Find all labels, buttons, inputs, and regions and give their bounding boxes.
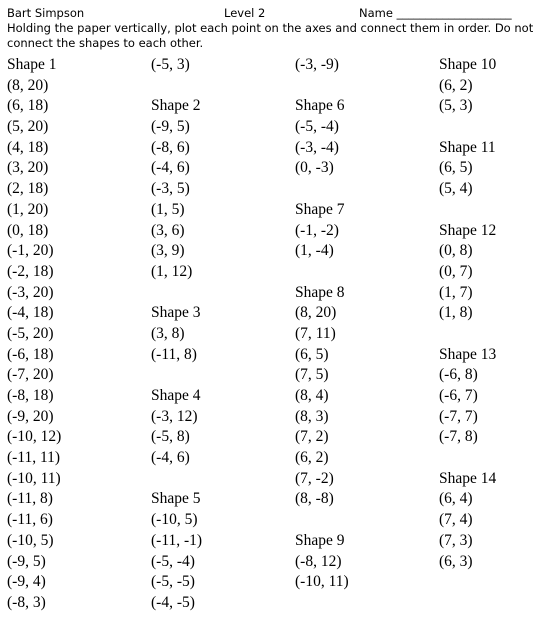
point-entry: (-8, 3): [7, 593, 46, 611]
column-2: [151, 55, 202, 614]
point-entry: (-5, -4): [151, 552, 195, 570]
point-entry: (-6, 8): [439, 366, 478, 384]
point-entry: (-6, 7): [439, 387, 478, 404]
point-entry: (7, -2): [295, 469, 334, 487]
point-entry: (5, 3): [439, 97, 473, 115]
shape-heading: Shape 6: [295, 97, 345, 115]
point-entry: (-3, 12): [151, 407, 198, 425]
spacer: [439, 448, 496, 469]
shape-heading: Shape 1: [7, 56, 57, 73]
spacer: [295, 510, 349, 531]
point-entry: (3, 9): [151, 242, 185, 260]
point-entry: (7, 2): [295, 428, 329, 446]
point-entry: (-9, 5): [7, 552, 46, 570]
point-entry: (-1, -2): [295, 221, 339, 239]
point-entry: (-6, 18): [7, 345, 54, 363]
column-1: [7, 55, 61, 614]
point-entry: (-10, 5): [7, 531, 54, 549]
point-entry: (5, 20): [7, 118, 49, 136]
point-entry: (1, 8): [439, 304, 473, 322]
point-entry: (-8, 6): [151, 138, 190, 156]
point-entry: (-3, 20): [7, 283, 54, 301]
point-entry: (8, 4): [295, 387, 329, 404]
point-entry: (1, 5): [151, 200, 185, 218]
shape-heading: Shape 3: [151, 304, 201, 322]
point-entry: (7, 11): [295, 324, 336, 342]
point-entry: (7, 4): [439, 511, 473, 529]
point-entry: (-11, 8): [7, 490, 53, 508]
point-entry: (-10, 12): [7, 428, 62, 446]
point-entry: (2, 18): [7, 180, 49, 198]
shape-heading: Shape 14: [439, 469, 497, 487]
point-entry: (-11, -1): [151, 531, 203, 549]
point-entry: (-1, 20): [7, 242, 54, 260]
spacer: [439, 200, 496, 221]
point-entry: (-5, -5): [151, 573, 195, 591]
point-entry: (-9, 20): [7, 407, 54, 425]
point-entry: (-5, 8): [151, 428, 190, 446]
point-entry: (-11, 8): [151, 345, 197, 363]
spacer: [151, 76, 202, 97]
point-entry: (1, -4): [295, 242, 334, 260]
spacer: [151, 469, 202, 490]
point-entry: (5, 4): [439, 180, 473, 198]
point-entry: (-5, -4): [295, 118, 339, 136]
spacer: [151, 283, 202, 304]
point-entry: (0, -3): [295, 159, 334, 177]
point-entry: (-3, -4): [295, 138, 339, 156]
spacer: [295, 262, 349, 283]
shape-heading: Shape 7: [295, 200, 345, 218]
point-entry: (-7, 8): [439, 428, 478, 446]
point-entry: (-4, 6): [151, 449, 190, 467]
point-entry: (8, 20): [295, 304, 337, 322]
point-entry: (-7, 7): [439, 407, 478, 425]
point-entry: (-5, 3): [151, 56, 190, 73]
spacer: [439, 117, 496, 138]
point-entry: (8, -8): [295, 490, 334, 508]
spacer: [151, 365, 202, 386]
column-3: [295, 55, 349, 593]
point-entry: (-2, 18): [7, 262, 54, 280]
point-entry: (6, 5): [439, 159, 473, 177]
column-4: [439, 55, 496, 572]
point-entry: (-10, 11): [295, 573, 349, 591]
shape-heading: Shape 5: [151, 490, 201, 508]
shape-heading: Shape 12: [439, 221, 497, 239]
point-entry: (8, 20): [7, 76, 49, 94]
point-entry: (-11, 6): [7, 511, 53, 529]
spacer: [439, 324, 496, 345]
point-entry: (-10, 11): [7, 469, 61, 487]
point-entry: (3, 6): [151, 221, 185, 239]
point-entry: (6, 2): [295, 449, 329, 467]
point-entry: (1, 7): [439, 283, 473, 301]
point-entry: (8, 3): [295, 407, 329, 425]
point-entry: (-8, 18): [7, 387, 54, 404]
point-entry: (-10, 5): [151, 511, 198, 529]
point-entry: (-9, 4): [7, 573, 46, 591]
point-entry: (-3, -9): [295, 56, 339, 73]
point-entry: (4, 18): [7, 138, 49, 156]
point-entry: (-8, 12): [295, 552, 342, 570]
name-field-label: Name ____________________: [359, 6, 512, 20]
point-entry: (-4, 6): [151, 159, 190, 177]
point-entry: (1, 20): [7, 200, 49, 218]
instructions: Holding the paper vertically, plot each point on the axes and connect them in order. Do not connect the shapes to each other.: [7, 21, 534, 50]
point-entry: (1, 12): [151, 262, 193, 280]
student-name: Bart Simpson: [7, 6, 85, 20]
shape-heading: Shape 4: [151, 387, 201, 404]
point-entry: (6, 18): [7, 97, 49, 115]
point-entry: (-7, 20): [7, 366, 54, 384]
shape-heading: Shape 9: [295, 531, 345, 549]
point-entry: (-3, 5): [151, 180, 190, 198]
point-entry: (0, 7): [439, 262, 473, 280]
shape-heading: Shape 13: [439, 345, 497, 363]
point-entry: (0, 8): [439, 242, 473, 260]
point-entry: (-4, -5): [151, 593, 195, 611]
shape-heading: Shape 11: [439, 138, 496, 156]
point-entry: (6, 2): [439, 76, 473, 94]
point-entry: (-11, 11): [7, 449, 61, 467]
point-entry: (-9, 5): [151, 118, 190, 136]
spacer: [295, 179, 349, 200]
point-entry: (-5, 20): [7, 324, 54, 342]
shape-heading: Shape 8: [295, 283, 345, 301]
shape-heading: Shape 2: [151, 97, 201, 115]
shape-heading: Shape 10: [439, 56, 497, 73]
level-label: Level 2: [224, 6, 266, 20]
point-entry: (6, 3): [439, 552, 473, 570]
point-entry: (6, 4): [439, 490, 473, 508]
point-entry: (3, 8): [151, 324, 185, 342]
point-entry: (6, 5): [295, 345, 329, 363]
spacer: [295, 76, 349, 97]
point-entry: (3, 20): [7, 159, 49, 177]
point-entry: (7, 5): [295, 366, 329, 384]
point-entry: (0, 18): [7, 221, 49, 239]
point-entry: (-4, 18): [7, 304, 54, 322]
point-entry: (7, 3): [439, 531, 473, 549]
